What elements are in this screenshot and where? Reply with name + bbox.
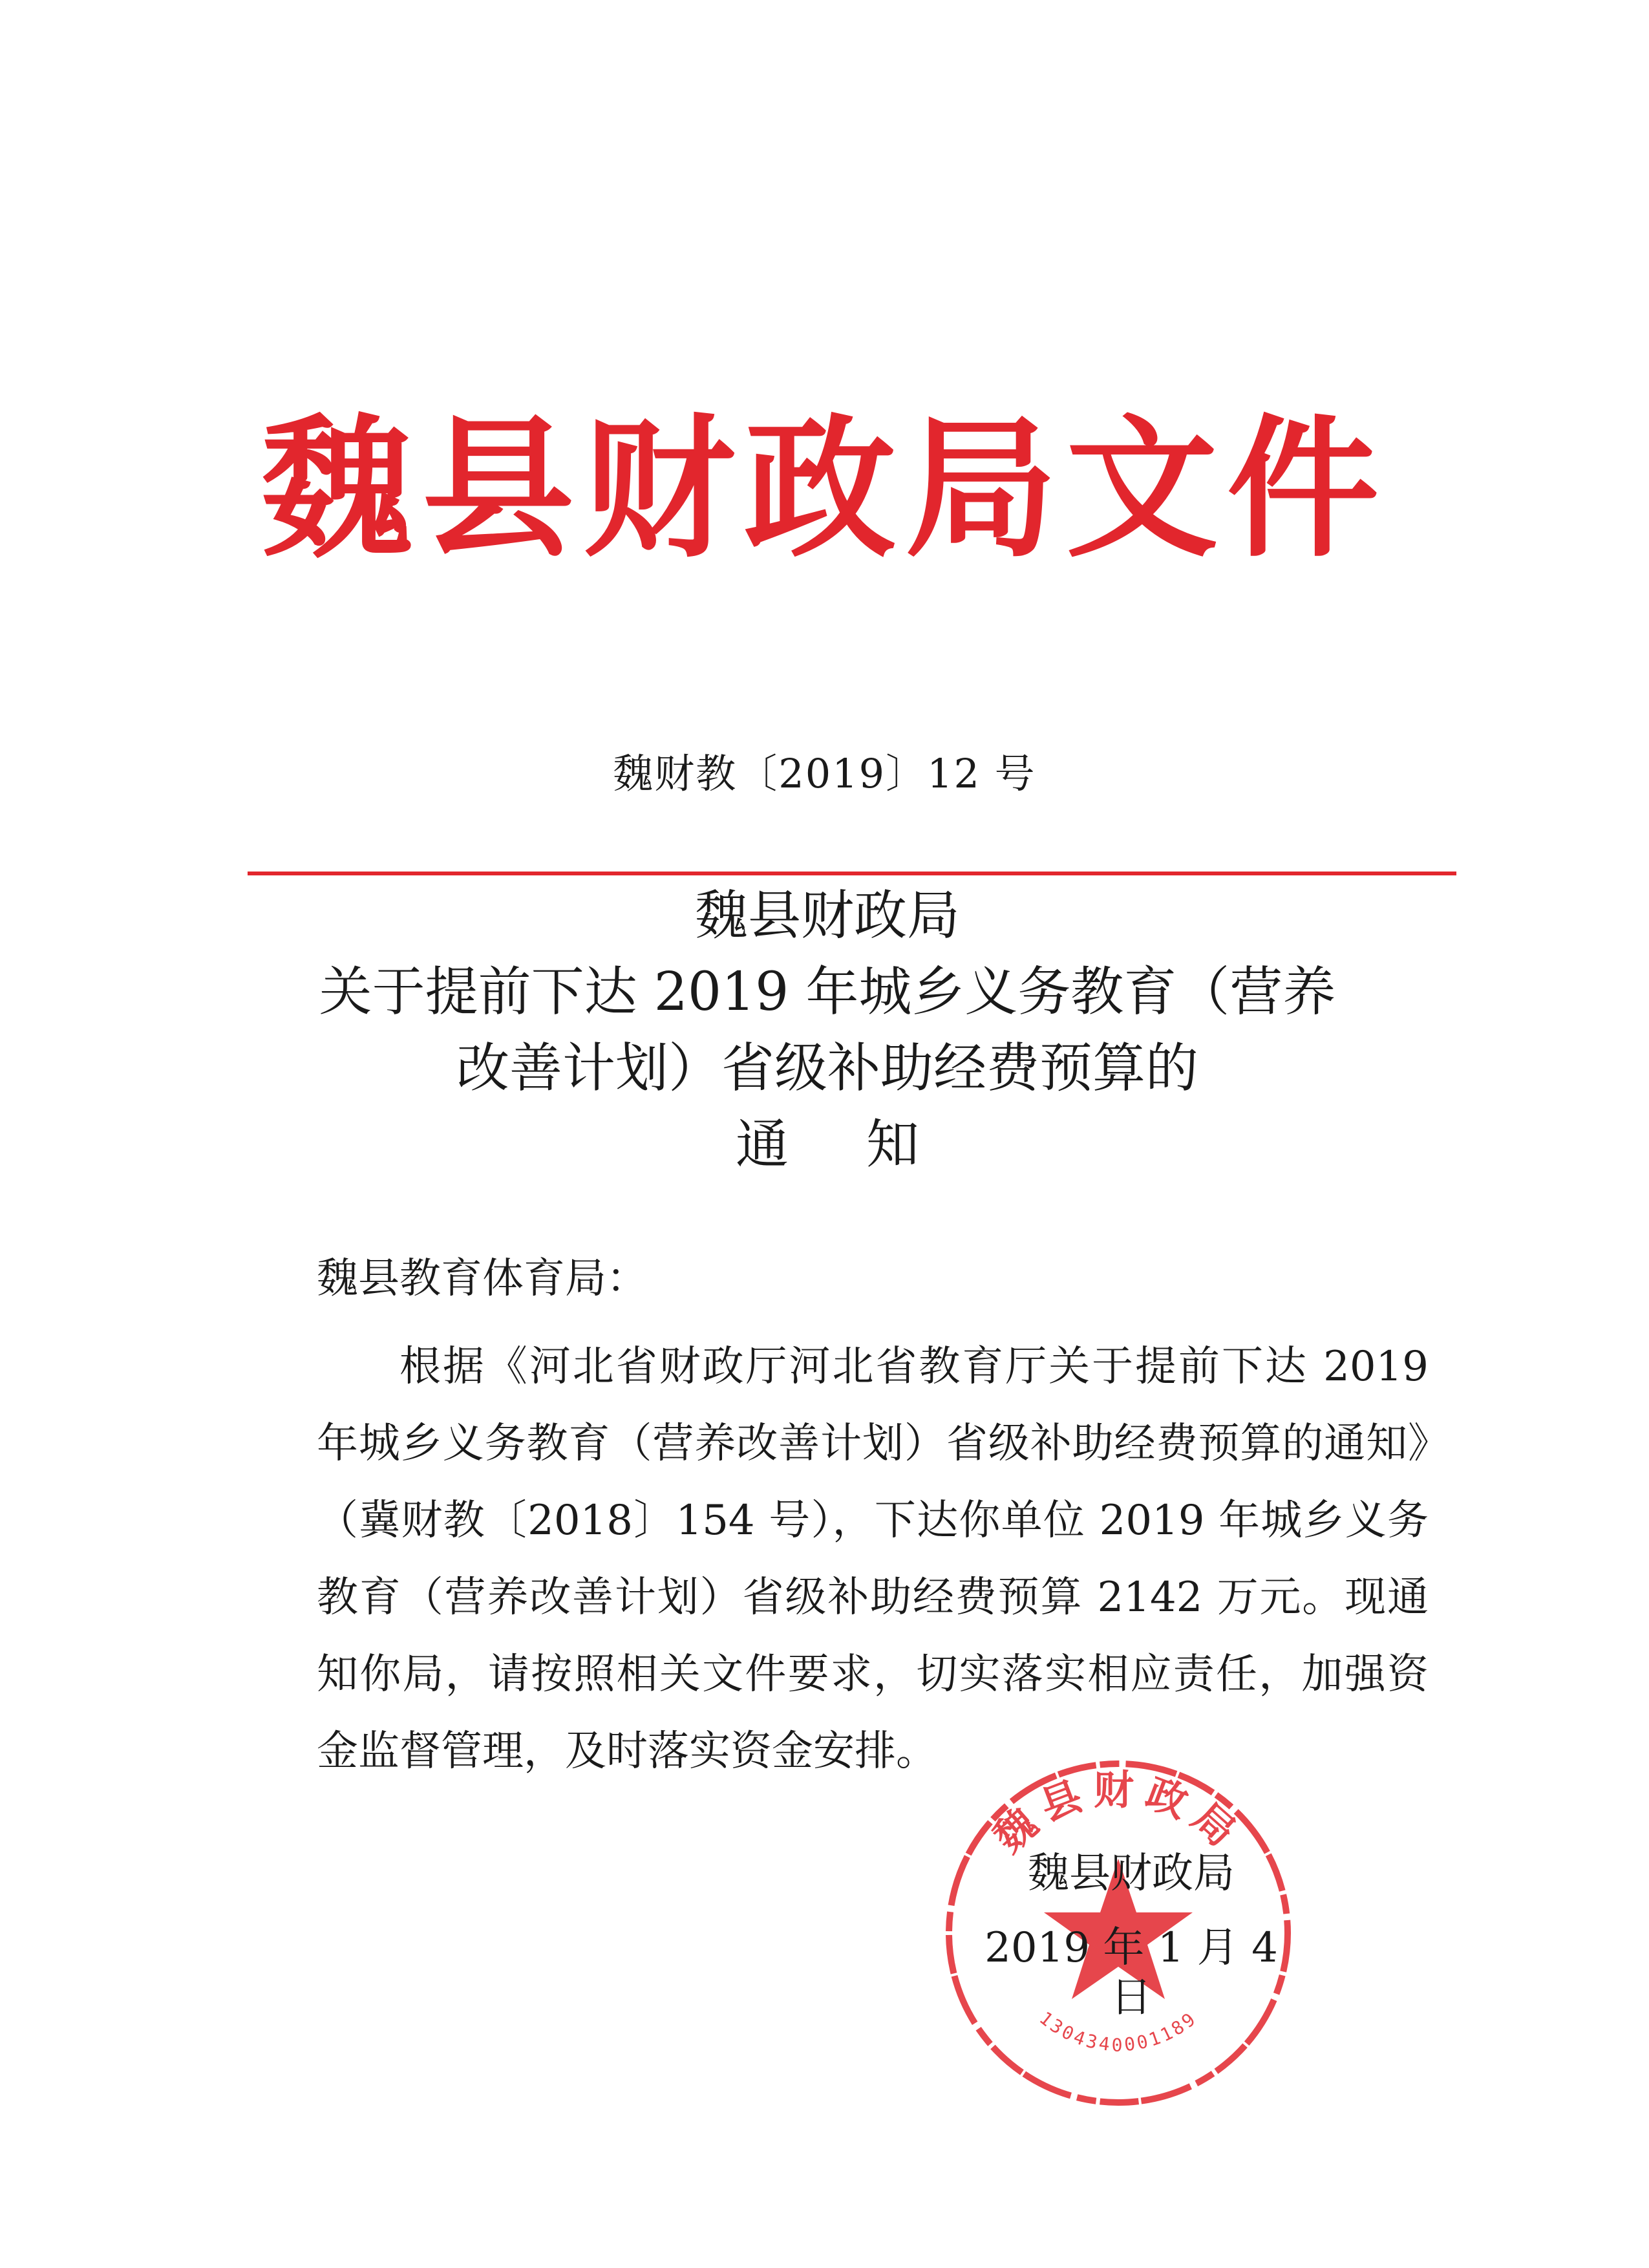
seal-serial-number: 1304340001189 — [1035, 2007, 1202, 2056]
title-line-subject-1: 关于提前下达 2019 年城乡义务教育（营养 — [319, 961, 1336, 1023]
signature-date: 2019 年 1 月 4 日 — [984, 1924, 1278, 2022]
recipient-salutation: 魏县教育体育局： — [317, 1255, 648, 1303]
signature-issuer: 魏县财政局 — [1028, 1850, 1235, 1898]
title-line-subject-2: 改善计划）省级补助经费预算的 — [456, 1038, 1198, 1099]
document-number: 魏财教〔2019〕12 号 — [613, 750, 1036, 797]
red-header-title: 魏县财政局文件 — [261, 401, 1388, 578]
title-line-notice: 通知 — [735, 1114, 997, 1175]
red-divider-line — [248, 872, 1456, 875]
document-title — [213, 878, 1442, 1183]
body-paragraph: 根据《河北省财政厅河北省教育厅关于提前下达 2019 年城乡义务教育（营养改善计划）省级补助经费预算的通知》（冀财教〔2018〕154 号），下达你单位 2019 年城乡义务教育（营养改善计划）省级补助经费预算 2142 万元。现通知你局，请按照相关文件要求，切实落实相应责任，加强资金监督管理，及时落实资金安排。 — [317, 1343, 1429, 1775]
title-line-issuer: 魏县财政局 — [694, 885, 960, 947]
seal-arc-text: 魏县财政局 — [984, 1766, 1252, 1862]
